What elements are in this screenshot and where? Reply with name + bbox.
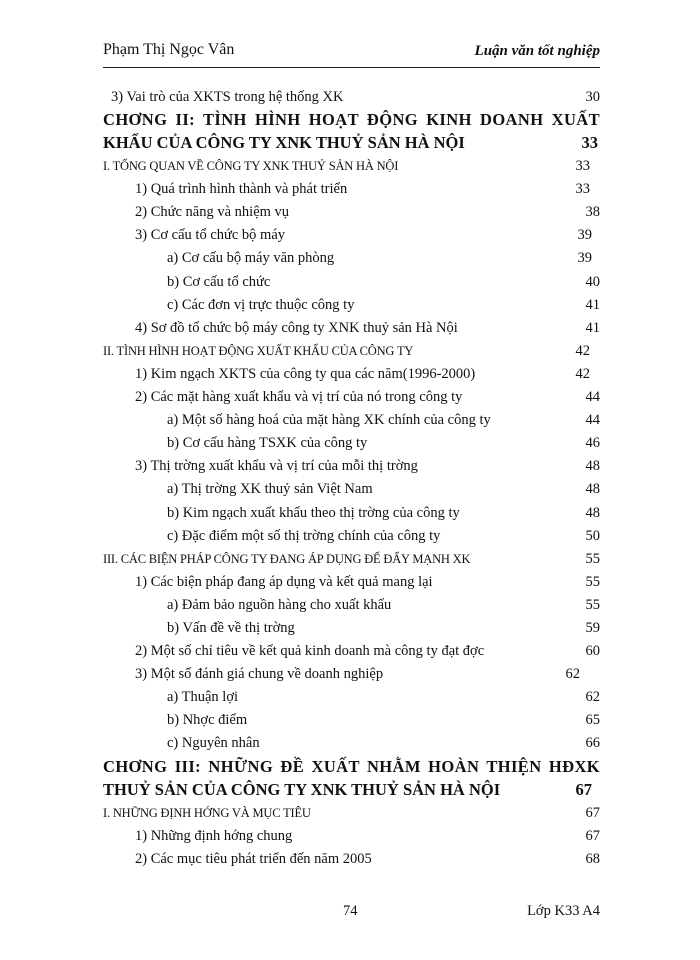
toc-entry xyxy=(103,86,600,109)
footer-class: Lớp K33 A4 xyxy=(527,903,600,919)
toc-entry-text: b) Cơ cấu hàng TSXK của công ty xyxy=(167,435,368,452)
toc-entry xyxy=(103,640,600,663)
toc-entry-page: 67 xyxy=(585,827,600,844)
toc-entry-text: 3) Thị trờng xuất khẩu và vị trí của mỗi thị trờng xyxy=(135,458,418,475)
toc-entry-text: II. TÌNH HÌNH HOẠT ĐỘNG XUẤT KHẨU CỦA CÔNG TY xyxy=(103,343,414,358)
toc-entry-text: III. CÁC BIỆN PHÁP CÔNG TY ĐANG ÁP DỤNG ĐỂ ĐẨY MẠNH XK xyxy=(103,551,471,566)
toc-entry-page: 66 xyxy=(585,735,600,752)
toc-entry xyxy=(103,709,600,732)
chapter-3-title-line2 xyxy=(103,778,600,802)
toc-entry-text: b) Nhợc điểm xyxy=(167,712,248,729)
chapter-3-title-line1: CHƠNG III: NHỮNG ĐỀ XUẤT NHẰM HOÀN THIỆN HĐXK xyxy=(103,756,600,776)
toc-section xyxy=(103,155,600,178)
toc-entry-text: c) Nguyên nhân xyxy=(167,735,260,752)
toc-entry-page: 50 xyxy=(585,527,600,544)
toc-section xyxy=(103,548,600,571)
toc-entry-text: c) Các đơn vị trực thuộc công ty xyxy=(167,296,355,313)
toc-entry-page: 62 xyxy=(585,689,600,706)
toc-entry-page: 39 xyxy=(577,227,592,244)
toc-entry-page: 67 xyxy=(585,804,600,821)
toc-entry-text: 3) Vai trò của XKTS trong hệ thống XK xyxy=(111,89,344,105)
toc-entry xyxy=(103,363,600,386)
toc-entry-text: a) Thuận lợi xyxy=(167,689,239,706)
toc-entry xyxy=(103,294,600,317)
toc-entry-page: 55 xyxy=(585,596,600,613)
toc-entry-page: 41 xyxy=(585,296,600,313)
header-rule xyxy=(103,67,600,68)
toc-entry-page: 33 xyxy=(575,181,590,198)
toc-entry-page: 46 xyxy=(585,435,600,452)
chapter-3-title-text: THUỶ SẢN CỦA CÔNG TY XNK THUỶ SẢN HÀ NỘI xyxy=(103,779,501,799)
toc-entry-page: 40 xyxy=(585,273,600,290)
toc-section xyxy=(103,340,600,363)
toc-entry-page: 39 xyxy=(577,250,592,267)
toc-entry xyxy=(103,317,600,340)
toc-entry xyxy=(103,409,600,432)
toc-entry-page: 33 xyxy=(575,158,590,175)
toc-entry xyxy=(103,271,600,294)
footer-page-number: 74 xyxy=(343,903,358,919)
toc-entry xyxy=(103,686,600,709)
toc-entry-page: 65 xyxy=(585,712,600,729)
toc-entry-text: 1) Những định hớng chung xyxy=(135,827,293,844)
toc-entry-text: c) Đặc điểm một số thị trờng chính của công ty xyxy=(167,527,441,544)
toc-entry-text: a) Một số hàng hoá của mặt hàng XK chính của công ty xyxy=(167,412,491,429)
toc-entry xyxy=(103,594,600,617)
toc-entry-page: 48 xyxy=(585,458,600,475)
chapter-2-title-text: KHẨU CỦA CÔNG TY XNK THUỶ SẢN HÀ NỘI xyxy=(103,133,465,153)
toc-entry-page: 44 xyxy=(585,389,600,406)
toc-entry-page: 60 xyxy=(585,643,600,660)
toc-section xyxy=(103,802,600,825)
toc-entry xyxy=(103,432,600,455)
header-author: Phạm Thị Ngọc Vân xyxy=(103,41,235,58)
toc-entry xyxy=(103,663,600,686)
toc-entry-page: 55 xyxy=(585,573,600,590)
table-of-contents xyxy=(103,86,600,871)
toc-entry-text: I. TỔNG QUAN VỀ CÔNG TY XNK THUỶ SẢN HÀ NỘI xyxy=(103,159,399,174)
chapter-2-title-line1: CHƠNG II: TÌNH HÌNH HOẠT ĐỘNG KINH DOANH XUẤT xyxy=(103,110,600,130)
toc-entry-text: I. NHỮNG ĐỊNH HỚNG VÀ MỤC TIÊU xyxy=(103,805,311,820)
toc-entry xyxy=(103,525,600,548)
toc-entry xyxy=(103,571,600,594)
toc-entry-page: 55 xyxy=(585,550,600,567)
toc-entry-page: 44 xyxy=(585,412,600,429)
toc-entry xyxy=(103,178,600,201)
toc-entry xyxy=(103,201,600,224)
toc-entry-text: b) Cơ cấu tổ chức xyxy=(167,273,271,290)
toc-entry-page: 38 xyxy=(585,204,600,221)
toc-entry xyxy=(103,502,600,525)
toc-entry-page: 42 xyxy=(575,342,590,359)
toc-entry-page: 41 xyxy=(585,319,600,336)
toc-entry-page: 42 xyxy=(575,365,590,382)
header-title: Luận văn tốt nghiệp xyxy=(474,43,600,59)
toc-entry-text: 2) Chức năng và nhiệm vụ xyxy=(135,204,290,221)
toc-entry-page: 48 xyxy=(585,481,600,498)
toc-entry-text: 3) Một số đánh giá chung về doanh nghiệp xyxy=(135,666,384,683)
chapter-3-page: 67 xyxy=(575,779,592,799)
toc-entry xyxy=(103,825,600,848)
toc-entry-text: b) Kim ngạch xuất khẩu theo thị trờng của công ty xyxy=(167,504,460,521)
toc-entry xyxy=(103,386,600,409)
toc-entry-page: 48 xyxy=(585,504,600,521)
toc-entry xyxy=(103,455,600,478)
chapter-2-title-line2 xyxy=(103,131,600,155)
toc-entry-text: 1) Các biện pháp đang áp dụng và kết quả mang lại xyxy=(135,573,433,590)
toc-entry-text: 1) Quá trình hình thành và phát triển xyxy=(135,181,348,198)
toc-entry-page: 62 xyxy=(565,666,580,683)
toc-entry-page: 68 xyxy=(585,850,600,867)
toc-entry-text: 2) Các mặt hàng xuất khẩu và vị trí của nó trong công ty xyxy=(135,389,463,406)
toc-entry xyxy=(103,247,600,270)
toc-entry-page: 30 xyxy=(585,89,600,105)
toc-entry-text: 3) Cơ cấu tổ chức bộ máy xyxy=(135,227,286,244)
toc-entry-text: b) Vấn đề về thị trờng xyxy=(167,619,295,636)
toc-entry xyxy=(103,732,600,755)
toc-entry-text: 4) Sơ đồ tổ chức bộ máy công ty XNK thuỷ sản Hà Nội xyxy=(135,319,458,336)
toc-entry-text: a) Cơ cấu bộ máy văn phòng xyxy=(167,250,335,267)
toc-entry-text: 2) Một số chỉ tiêu về kết quả kinh doanh mà công ty đạt đợc xyxy=(135,643,485,660)
toc-entry-text: 2) Các mục tiêu phát triển đến năm 2005 xyxy=(135,850,372,867)
toc-entry-text: 1) Kim ngạch XKTS của công ty qua các năm(1996-2000) xyxy=(135,365,476,382)
toc-entry xyxy=(103,224,600,247)
toc-entry-text: a) Đảm bảo nguồn hàng cho xuất khẩu xyxy=(167,596,392,613)
toc-entry xyxy=(103,848,600,871)
toc-entry xyxy=(103,478,600,501)
toc-entry-page: 59 xyxy=(585,619,600,636)
chapter-2-page: 33 xyxy=(581,133,598,153)
toc-entry xyxy=(103,617,600,640)
toc-entry-text: a) Thị trờng XK thuỷ sản Việt Nam xyxy=(167,481,373,498)
